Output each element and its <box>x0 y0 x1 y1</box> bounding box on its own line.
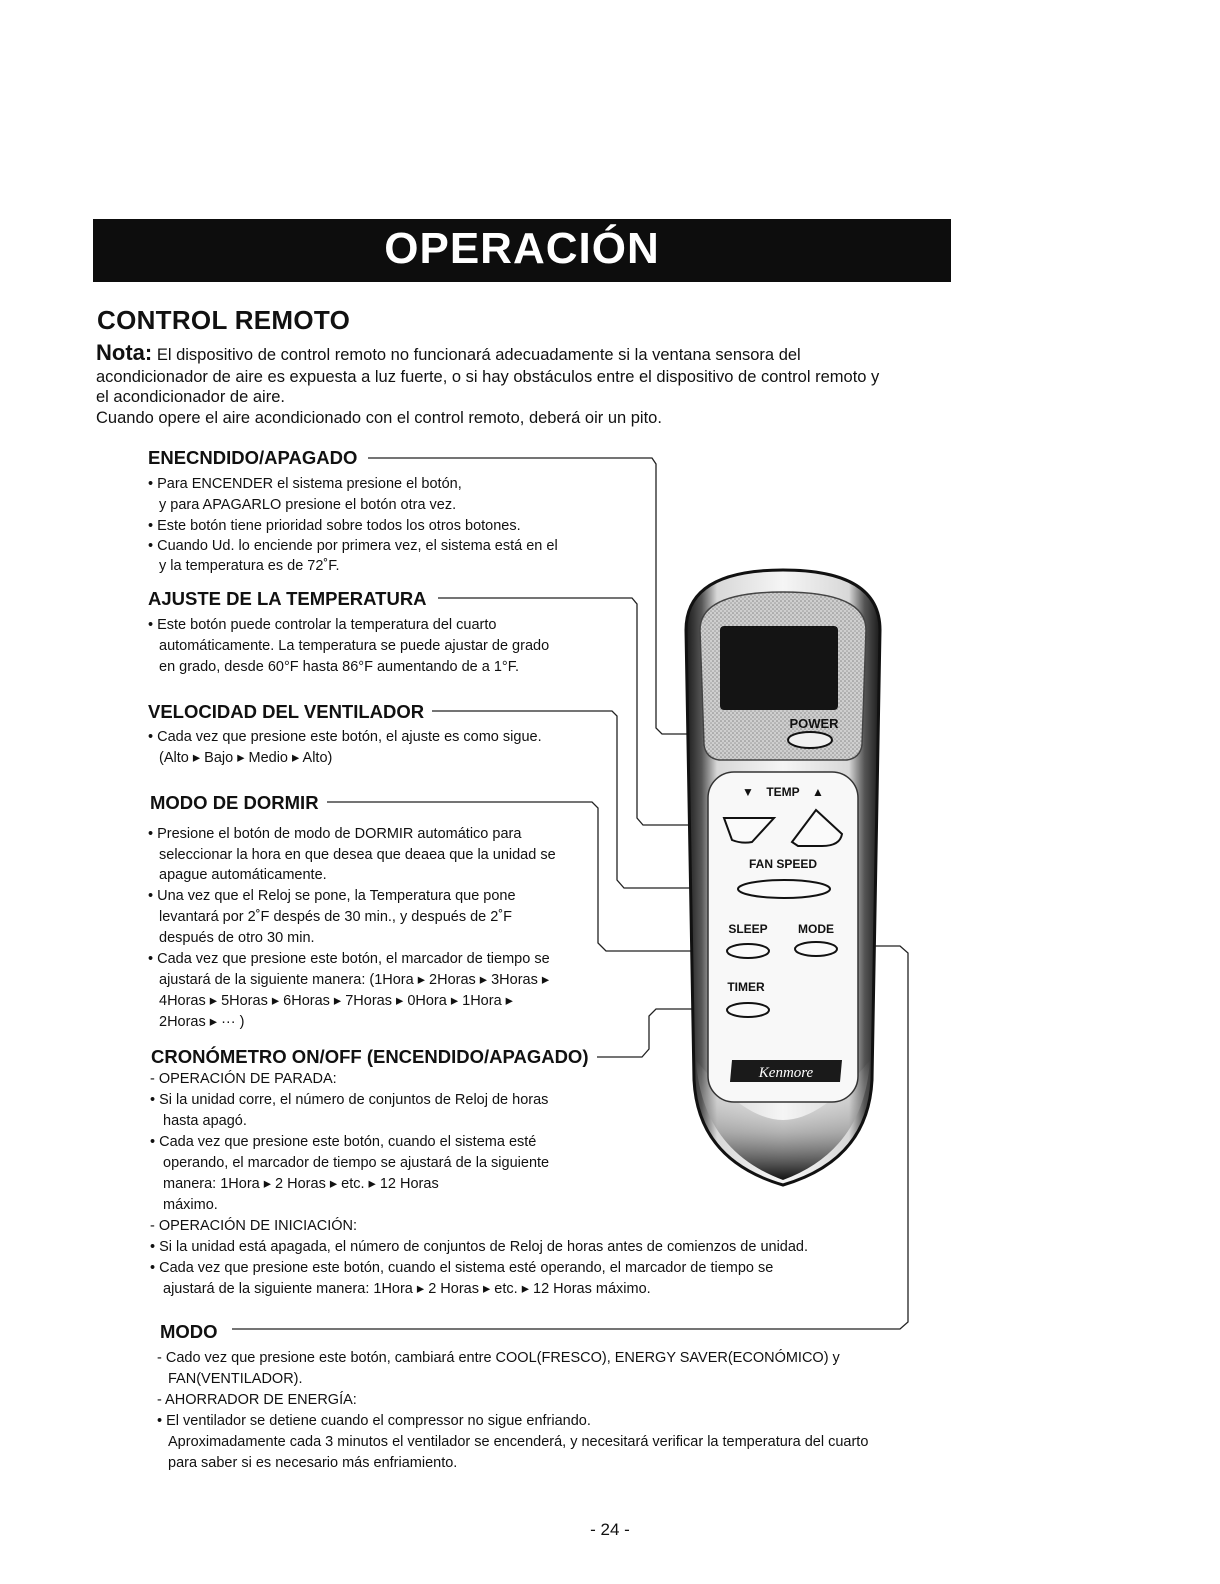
cronometro-line: operando, el marcador de tiempo se ajustará de la siguiente <box>163 1155 550 1171</box>
dormir-line: • Cada vez que presione este botón, el marcador de tiempo se <box>148 951 550 967</box>
temperatura-line: automáticamente. La temperatura se puede ajustar de grado <box>159 638 550 654</box>
timer-label: TIMER <box>727 980 765 994</box>
dormir-line: • Presione el botón de modo de DORMIR automático para <box>148 826 522 842</box>
remote-control-illustration <box>672 560 894 1200</box>
cronometro-line: hasta apagó. <box>163 1113 247 1129</box>
encendido-line: y para APAGARLO presione el botón otra vez. <box>159 497 457 513</box>
cronometro-line: ajustará de la siguiente manera: 1Hora ▸ 2 Horas ▸ etc. ▸ 12 Horas máximo. <box>163 1281 651 1297</box>
modo-line: para saber si es necesario más enfriamiento. <box>168 1455 458 1471</box>
page-title: OPERACIÓN <box>384 224 660 273</box>
fan-speed-label: FAN SPEED <box>748 857 818 871</box>
modo-line: Aproximadamente cada 3 minutos el ventilador se encenderá, y necesitará verificar la temperatura del cuarto <box>168 1434 869 1450</box>
dormir-line: • Una vez que el Reloj se pone, la Temperatura que pone <box>148 888 516 904</box>
temperatura-line: • Este botón puede controlar la temperatura del cuarto <box>148 617 497 633</box>
dormir-line: después de otro 30 min. <box>159 930 315 946</box>
sleep-button <box>727 944 769 958</box>
nota-line: el acondicionador de aire. <box>96 388 285 406</box>
ventilador-heading: VELOCIDAD DEL VENTILADOR <box>148 701 425 722</box>
ventilador-line: (Alto ▸ Bajo ▸ Medio ▸ Alto) <box>159 750 333 766</box>
dormir-heading: MODO DE DORMIR <box>150 792 319 813</box>
encendido-line: • Para ENCENDER el sistema presione el botón, <box>148 476 462 492</box>
encendido-line: y la temperatura es de 72˚F. <box>159 558 340 574</box>
dormir-line: seleccionar la hora en que desea que deaea que la unidad se <box>159 847 556 863</box>
cronometro-line: manera: 1Hora ▸ 2 Horas ▸ etc. ▸ 12 Horas <box>163 1176 439 1192</box>
encendido-heading: ENECNDIDO/APAGADO <box>148 447 358 468</box>
section-title: CONTROL REMOTO <box>97 305 351 335</box>
cronometro-line: - OPERACIÓN DE INICIACIÓN: <box>150 1218 358 1234</box>
dormir-line: ajustará de la siguiente manera: (1Hora ▸ 2Horas ▸ 3Horas ▸ <box>159 972 550 988</box>
timer-button <box>727 1003 769 1017</box>
cronometro-line: • Si la unidad está apagada, el número de conjuntos de Reloj de horas antes de comienzos de unidad. <box>150 1239 809 1255</box>
nota-line: acondicionador de aire es expuesta a luz fuerte, o si hay obstáculos entre el dispositivo de control remoto y <box>96 368 880 386</box>
cronometro-heading: CRONÓMETRO ON/OFF (ENCENDIDO/APAGADO) <box>151 1046 589 1067</box>
mode-button <box>795 942 837 956</box>
dormir-line: 2Horas ▸ ··· ) <box>159 1014 245 1030</box>
temp-label: TEMP <box>766 785 800 799</box>
modo-line: - Cado vez que presione este botón, cambiará entre COOL(FRESCO), ENERGY SAVER(ECONÓMICO) y <box>157 1350 840 1366</box>
dormir-line: 4Horas ▸ 5Horas ▸ 6Horas ▸ 7Horas ▸ 0Hora ▸ 1Hora ▸ <box>159 993 513 1009</box>
nota-label: Nota: <box>96 340 153 365</box>
fan-speed-button <box>738 880 830 898</box>
cronometro-line: - OPERACIÓN DE PARADA: <box>150 1071 337 1087</box>
cronometro-line: máximo. <box>163 1197 218 1213</box>
temperatura-heading: AJUSTE DE LA TEMPERATURA <box>148 588 427 609</box>
dormir-line: levantará por 2˚F despés de 30 min., y después de 2˚F <box>159 909 513 925</box>
dormir-line: apague automáticamente. <box>159 867 327 883</box>
modo-line: FAN(VENTILADOR). <box>168 1371 303 1387</box>
encendido-line: • Este botón tiene prioridad sobre todos los otros botones. <box>148 518 521 534</box>
power-label: POWER <box>789 716 839 731</box>
cronometro-line: • Cada vez que presione este botón, cuando el sistema esté operando, el marcador de tiempo se <box>150 1260 774 1276</box>
nota-line: Cuando opere el aire acondicionado con el control remoto, deberá oir un pito. <box>96 409 662 427</box>
modo-line: - AHORRADOR DE ENERGÍA: <box>157 1392 357 1408</box>
power-button <box>788 732 832 748</box>
temp-up-arrow-icon: ▲ <box>812 785 824 799</box>
ventilador-line: • Cada vez que presione este botón, el ajuste es como sigue. <box>148 729 542 745</box>
encendido-line: • Cuando Ud. lo enciende por primera vez, el sistema está en el <box>148 538 558 554</box>
nota-text: El dispositivo de control remoto no funcionará adecuadamente si la ventana sensora del <box>156 346 801 364</box>
temp-down-arrow-icon: ▼ <box>742 785 754 799</box>
temperatura-line: en grado, desde 60°F hasta 86°F aumentando de a 1°F. <box>159 659 520 675</box>
modo-heading: MODO <box>160 1321 218 1342</box>
sleep-label: SLEEP <box>728 922 768 936</box>
modo-line: • El ventilador se detiene cuando el compressor no sigue enfriando. <box>157 1413 591 1429</box>
mode-label: MODE <box>798 922 834 936</box>
cronometro-line: • Si la unidad corre, el número de conjuntos de Reloj de horas <box>150 1092 549 1108</box>
page-number: - 24 - <box>590 1520 630 1539</box>
brand-logo: Kenmore <box>758 1065 814 1081</box>
lcd-screen <box>720 626 838 710</box>
cronometro-line: • Cada vez que presione este botón, cuando el sistema esté <box>150 1134 537 1150</box>
